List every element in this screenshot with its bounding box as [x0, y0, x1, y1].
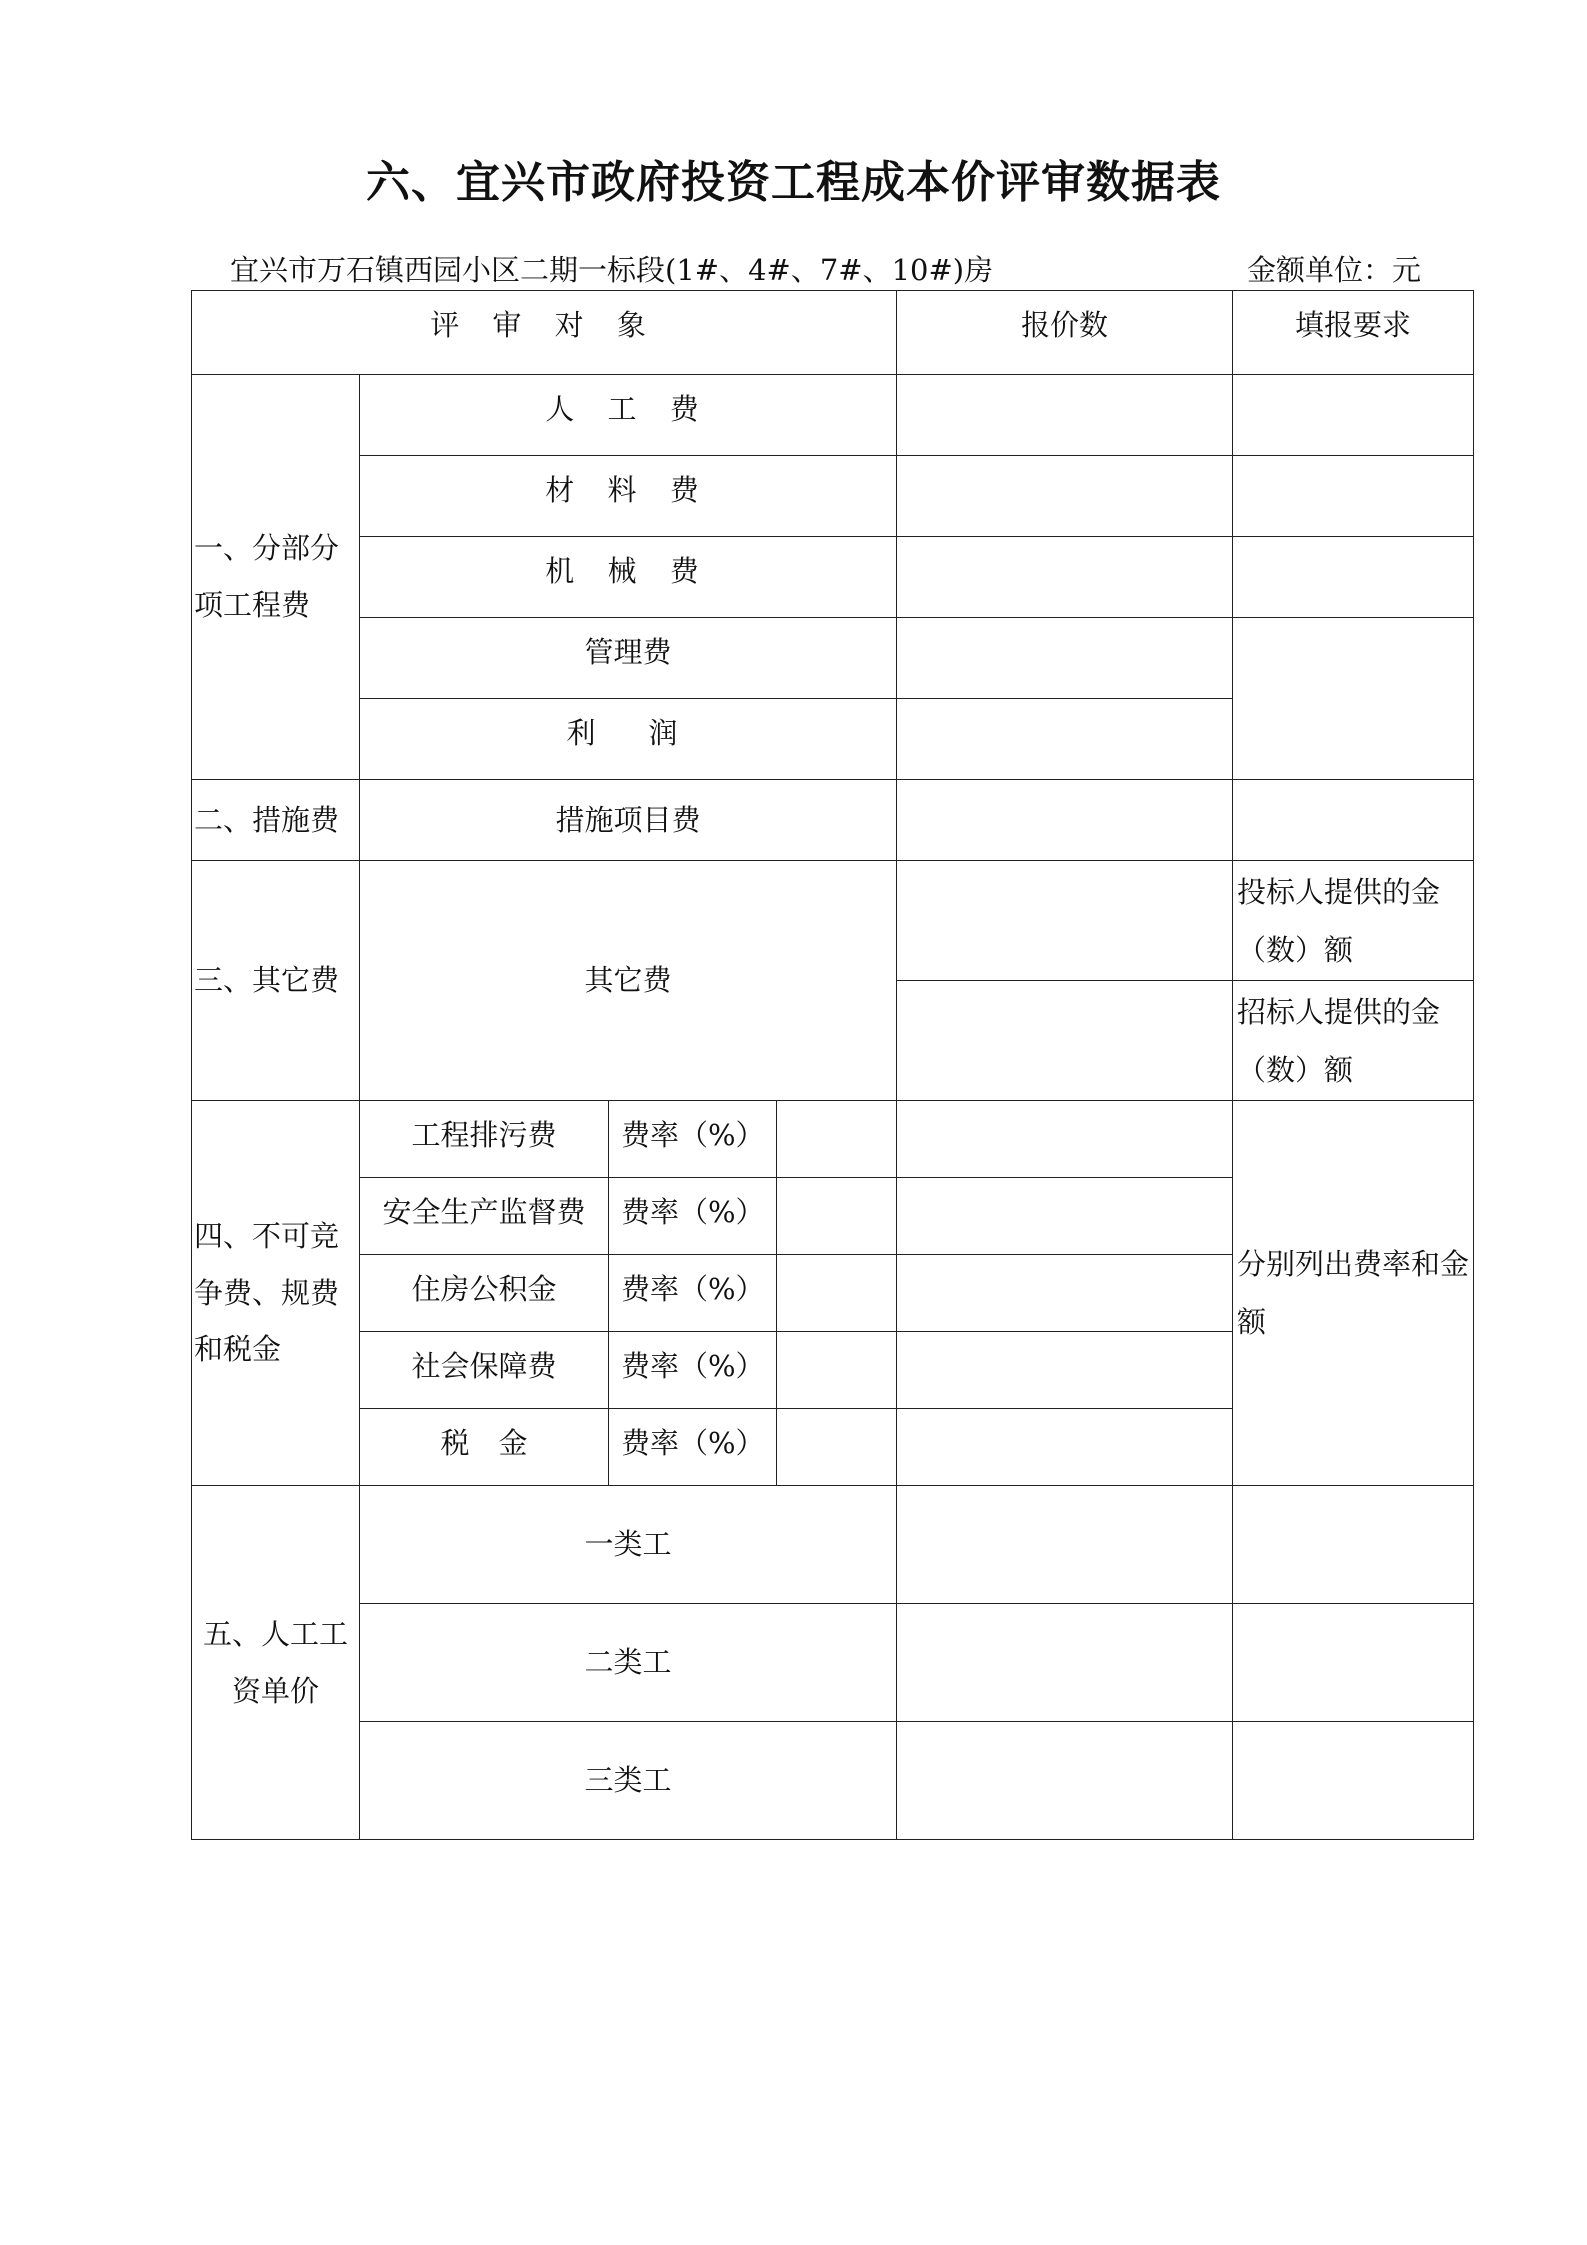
item-label: 利 润 — [360, 699, 897, 780]
table-row — [192, 456, 1474, 537]
quote-cell[interactable] — [897, 1604, 1233, 1722]
rate-value-cell[interactable] — [777, 1255, 897, 1332]
quote-cell[interactable] — [897, 375, 1233, 456]
table-row — [192, 1486, 1474, 1604]
fee-name: 住房公积金 — [360, 1255, 609, 1332]
quote-cell[interactable] — [897, 699, 1233, 780]
requirement-cell — [1233, 1604, 1474, 1722]
table-row — [192, 375, 1474, 456]
quote-cell[interactable] — [897, 1722, 1233, 1840]
rate-value-cell[interactable] — [777, 1409, 897, 1486]
item-label: 管理费 — [360, 618, 897, 699]
requirement-cell — [1233, 537, 1474, 618]
category-section-2: 二、措施费 — [192, 780, 360, 861]
rate-label: 费率（%） — [609, 1332, 777, 1409]
header-quote: 报价数 — [897, 291, 1233, 375]
requirement-cell — [1233, 780, 1474, 861]
requirement-cell — [1233, 1486, 1474, 1604]
quote-cell[interactable] — [897, 1255, 1233, 1332]
requirement-cell — [1233, 1722, 1474, 1840]
quote-cell[interactable] — [897, 780, 1233, 861]
rate-value-cell[interactable] — [777, 1178, 897, 1255]
requirement-cell — [1233, 375, 1474, 456]
quote-cell[interactable] — [897, 1101, 1233, 1178]
quote-cell[interactable] — [897, 981, 1233, 1101]
document-title: 六、宜兴市政府投资工程成本价评审数据表 — [366, 157, 1221, 208]
quote-cell[interactable] — [897, 1486, 1233, 1604]
fee-name: 安全生产监督费 — [360, 1178, 609, 1255]
item-label: 二类工 — [360, 1604, 897, 1722]
rate-value-cell[interactable] — [777, 1332, 897, 1409]
table-row — [192, 780, 1474, 861]
category-section-4: 四、不可竞争费、规费和税金 — [192, 1101, 360, 1486]
requirement-section-4: 分别列出费率和金额 — [1233, 1101, 1474, 1486]
cost-review-table — [191, 290, 1474, 1840]
category-section-3: 三、其它费 — [192, 861, 360, 1101]
rate-value-cell[interactable] — [777, 1101, 897, 1178]
table-row — [192, 1722, 1474, 1840]
quote-cell[interactable] — [897, 618, 1233, 699]
quote-cell[interactable] — [897, 1409, 1233, 1486]
header-requirement: 填报要求 — [1233, 291, 1474, 375]
fee-name: 社会保障费 — [360, 1332, 609, 1409]
header-review-object: 评 审 对 象 — [192, 291, 897, 375]
fee-name: 工程排污费 — [360, 1101, 609, 1178]
requirement-cell — [1233, 618, 1474, 780]
rate-label: 费率（%） — [609, 1255, 777, 1332]
header-row — [192, 291, 1474, 375]
item-label: 三类工 — [360, 1722, 897, 1840]
item-label: 材 料 费 — [360, 456, 897, 537]
table-row — [192, 1101, 1474, 1178]
item-label: 机 械 费 — [360, 537, 897, 618]
rate-label: 费率（%） — [609, 1409, 777, 1486]
rate-label: 费率（%） — [609, 1101, 777, 1178]
requirement-bidder: 投标人提供的金（数）额 — [1233, 861, 1474, 981]
table-row — [192, 537, 1474, 618]
quote-cell[interactable] — [897, 456, 1233, 537]
requirement-cell — [1233, 456, 1474, 537]
item-label: 措施项目费 — [360, 780, 897, 861]
project-name: 宜兴市万石镇西园小区二期一标段(1#、4#、7#、10#)房 — [230, 253, 994, 287]
category-section-5: 五、人工工资单价 — [192, 1486, 360, 1840]
table-row — [192, 1604, 1474, 1722]
item-label: 其它费 — [360, 861, 897, 1101]
item-label: 人 工 费 — [360, 375, 897, 456]
rate-label: 费率（%） — [609, 1178, 777, 1255]
quote-cell[interactable] — [897, 537, 1233, 618]
quote-cell[interactable] — [897, 1178, 1233, 1255]
table-row — [192, 861, 1474, 981]
item-label: 一类工 — [360, 1486, 897, 1604]
quote-cell[interactable] — [897, 1332, 1233, 1409]
table-row — [192, 618, 1474, 699]
requirement-tenderer: 招标人提供的金（数）额 — [1233, 981, 1474, 1101]
fee-name: 税 金 — [360, 1409, 609, 1486]
category-section-1: 一、分部分项工程费 — [192, 375, 360, 780]
quote-cell[interactable] — [897, 861, 1233, 981]
amount-unit: 金额单位：元 — [1247, 253, 1422, 287]
